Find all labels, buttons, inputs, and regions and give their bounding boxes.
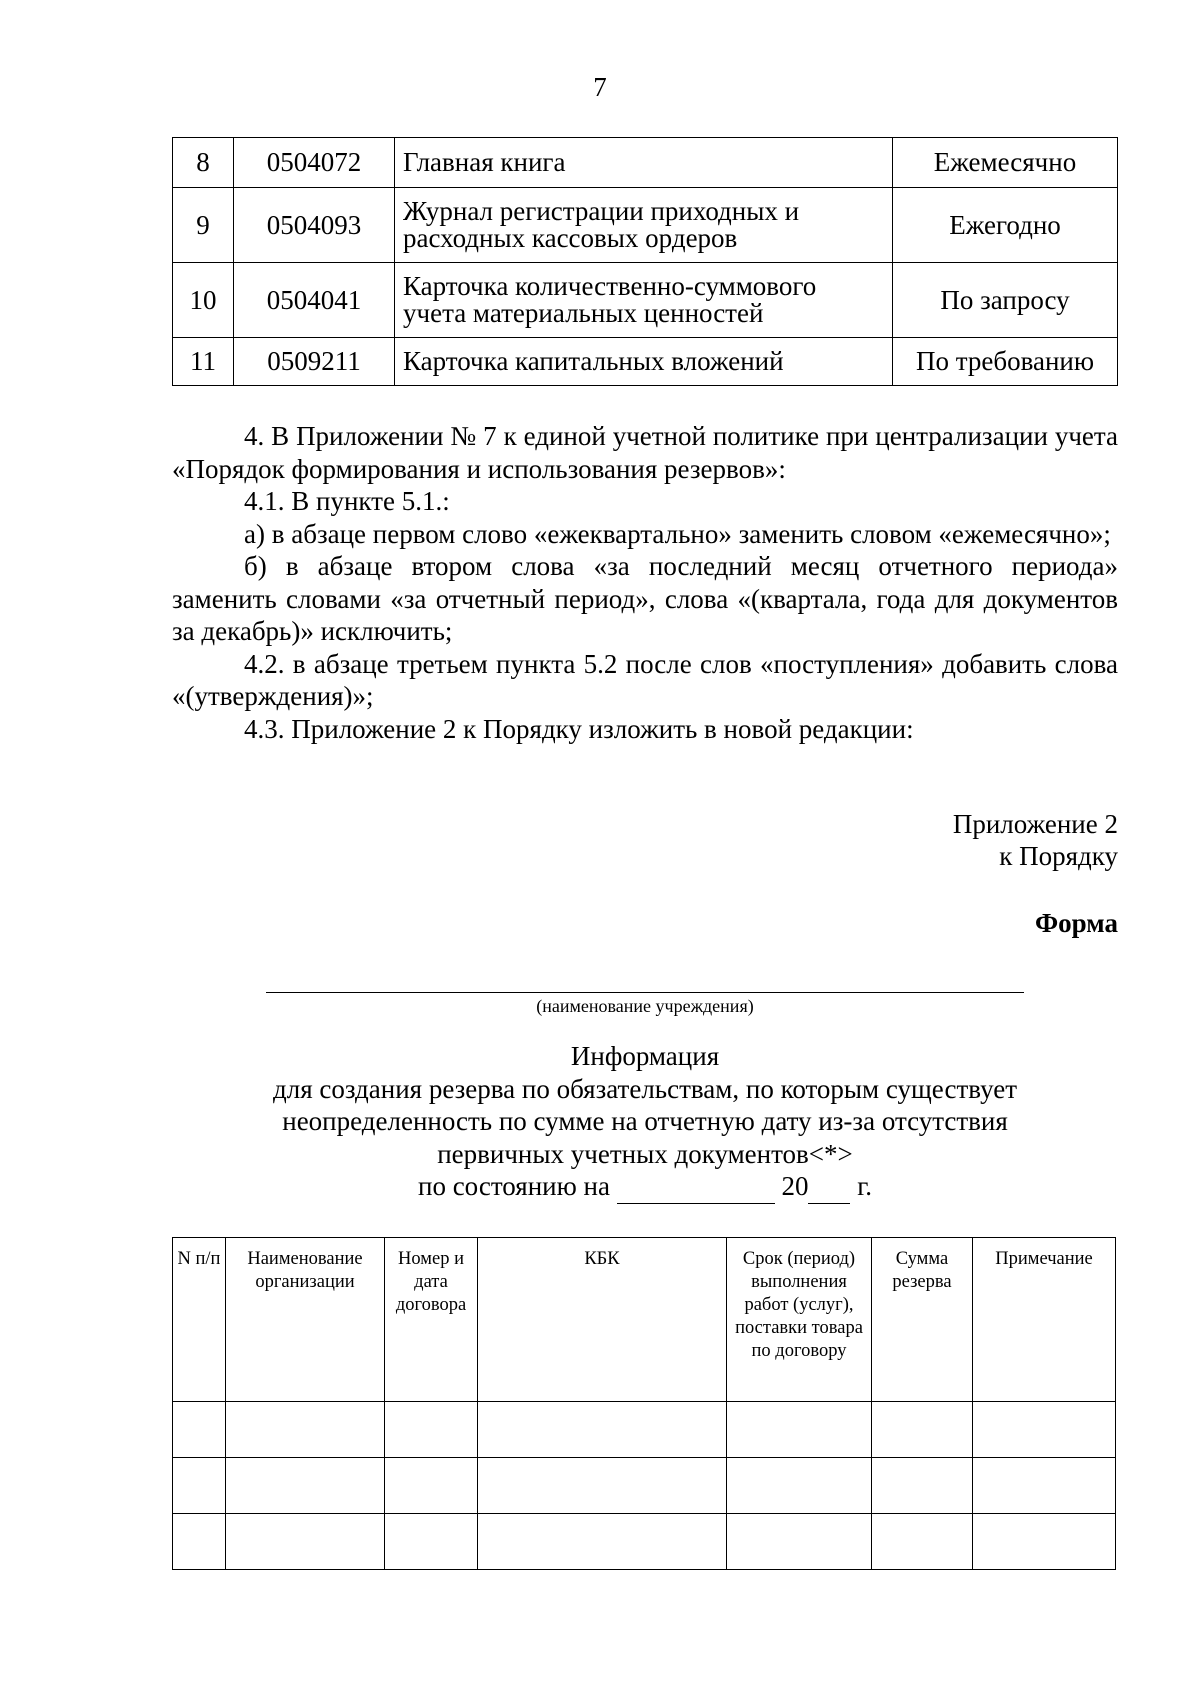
paragraph-4-1: 4.1. В пункте 5.1.: [244, 486, 450, 516]
table-cell [226, 1514, 385, 1570]
info-line-1: для создания резерва по обязательствам, по которым существует [273, 1073, 1017, 1104]
frequency: Ежемесячно [893, 138, 1118, 188]
col-reserve-sum: Сумма резерва [872, 1238, 973, 1402]
appendix-label [953, 808, 1118, 872]
row-number: 10 [173, 263, 234, 338]
paragraph-4-2: 4.2. в абзаце третьем пункта 5.2 после слов «поступления» добавить слова «(утверждения)»; [172, 648, 1118, 711]
paragraph-a: а) в абзаце первом слово «ежеквартально» заменить словом «ежемесячно»; [244, 518, 1111, 549]
row-number: 9 [173, 188, 234, 263]
forma-label: Форма [1034, 908, 1118, 938]
col-term: Срок (период) выполнения работ (услуг), поставки товара по договору [727, 1238, 872, 1402]
org-name-caption: (наименование учреждения) [536, 996, 754, 1016]
table-header-row [173, 1238, 1116, 1402]
table-cell [173, 1514, 226, 1570]
col-kbk: КБК [478, 1238, 727, 1402]
registry-table [172, 137, 1118, 386]
col-organization: Наименование организации [226, 1238, 385, 1402]
table-row [173, 338, 1118, 386]
table-row [173, 1514, 1116, 1570]
table-cell [226, 1402, 385, 1458]
date-line [172, 1170, 1118, 1204]
info-line-2: неопределенность по сумме на отчетную дату из-за отсутствия [282, 1106, 1008, 1136]
paragraph-4: 4. В Приложении № 7 к единой учетной политике при централизации учета «Порядок формирования и использования резервов»: [172, 421, 1118, 484]
row-number: 11 [173, 338, 234, 386]
appendix-line-1: Приложение 2 [952, 809, 1118, 839]
table-cell [872, 1458, 973, 1514]
info-heading: Информация [570, 1041, 720, 1071]
table-cell [173, 1458, 226, 1514]
amendment-text [172, 420, 1118, 745]
table-cell [173, 1402, 226, 1458]
form-code: 0509211 [234, 338, 395, 386]
page-number: 7 [593, 72, 607, 102]
year-prefix: 20 [781, 1171, 809, 1201]
table-cell [226, 1458, 385, 1514]
table-cell [727, 1458, 872, 1514]
table-cell [872, 1514, 973, 1570]
frequency: По требованию [893, 338, 1118, 386]
table-cell [973, 1402, 1116, 1458]
table-row [173, 263, 1118, 338]
date-prefix: по состоянию на [418, 1171, 610, 1201]
date-blank [617, 1170, 775, 1204]
table-row [173, 1402, 1116, 1458]
table-cell [385, 1402, 478, 1458]
paragraph-b: б) в абзаце втором слова «за последний месяц отчетного периода» заменить словами «за отчетный период», слова «(квартала, года для документов за декабрь)» исключить; [172, 551, 1118, 646]
table-row [173, 1458, 1116, 1514]
col-contract: Номер и дата договора [385, 1238, 478, 1402]
table-cell [727, 1402, 872, 1458]
table-cell [385, 1514, 478, 1570]
register-name: Журнал регистрации приходных и расходных кассовых ордеров [395, 188, 893, 263]
col-note: Примечание [973, 1238, 1116, 1402]
table-cell [385, 1458, 478, 1514]
table-cell [872, 1402, 973, 1458]
form-code: 0504041 [234, 263, 395, 338]
table-cell [478, 1458, 727, 1514]
table-row [173, 138, 1118, 188]
table-cell [973, 1514, 1116, 1570]
register-name: Карточка количественно-суммового учета материальных ценностей [395, 263, 893, 338]
form-code: 0504072 [234, 138, 395, 188]
info-title [172, 1040, 1118, 1204]
table-row [173, 188, 1118, 263]
row-number: 8 [173, 138, 234, 188]
frequency: Ежегодно [893, 188, 1118, 263]
year-suffix: г. [857, 1171, 872, 1201]
org-name-line [266, 992, 1024, 993]
form-code: 0504093 [234, 188, 395, 263]
frequency: По запросу [893, 263, 1118, 338]
register-name: Карточка капитальных вложений [395, 338, 893, 386]
appendix-line-2: к Порядку [999, 841, 1118, 871]
paragraph-4-3: 4.3. Приложение 2 к Порядку изложить в новой редакции: [244, 713, 914, 744]
register-name: Главная книга [395, 138, 893, 188]
table-cell [973, 1458, 1116, 1514]
table-cell [478, 1402, 727, 1458]
year-blank [808, 1170, 850, 1204]
col-number: N п/п [173, 1238, 226, 1402]
reserve-table [172, 1237, 1116, 1570]
table-cell [727, 1514, 872, 1570]
info-line-3: первичных учетных документов<*> [437, 1138, 853, 1169]
table-cell [478, 1514, 727, 1570]
